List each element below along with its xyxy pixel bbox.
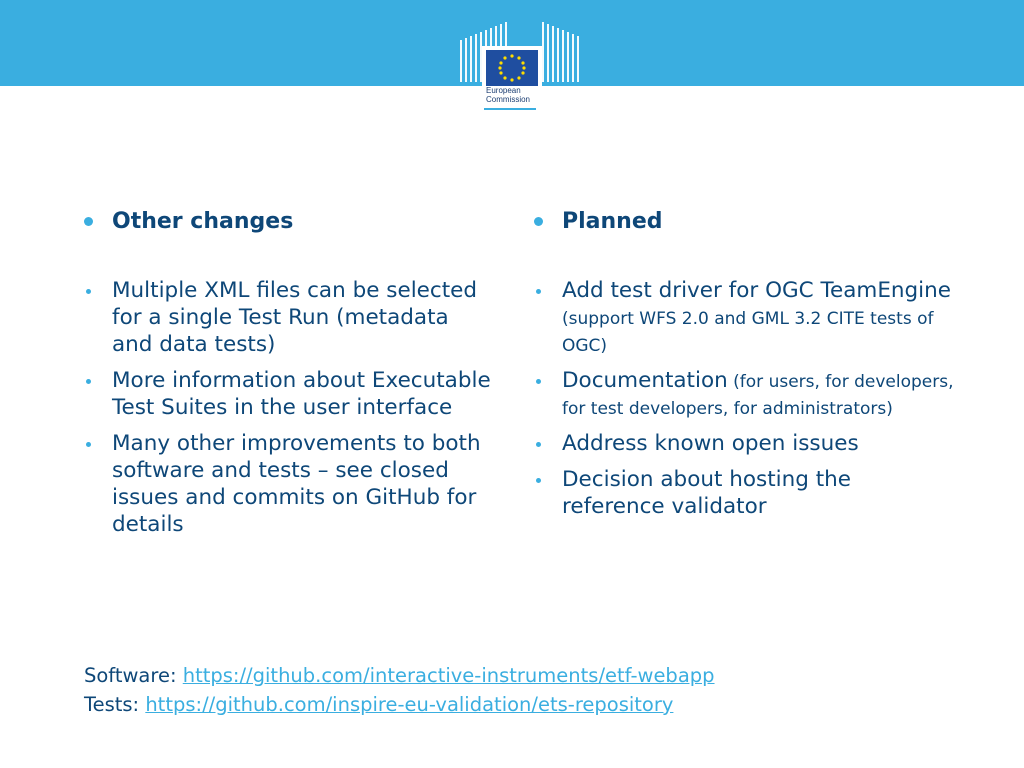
list-item-text: More information about Executable Test Suites in the user interface — [112, 368, 491, 420]
left-heading — [84, 205, 494, 237]
logo-line-2: Commission — [486, 95, 531, 104]
list-item — [84, 430, 494, 538]
right-column — [534, 205, 954, 529]
bullet-icon — [536, 442, 541, 447]
list-item-text: Add test driver for OGC TeamEngine — [562, 278, 952, 303]
list-item — [534, 277, 954, 358]
list-item-text: Many other improvements to both software and tests – see closed issues and commits on GitHub for details — [112, 431, 481, 537]
right-heading-text: Planned — [562, 208, 663, 234]
bullet-icon — [86, 379, 91, 384]
footer-links — [84, 661, 715, 719]
software-label: Software: — [84, 664, 183, 687]
logo-line-1: European — [486, 86, 521, 95]
software-link[interactable]: https://github.com/interactive-instruments/etf-webapp — [182, 664, 715, 687]
list-item-text: Multiple XML files can be selected for a single Test Run (metadata and data tests) — [112, 278, 478, 357]
right-heading — [534, 205, 954, 237]
list-item — [534, 367, 954, 421]
bullet-icon — [86, 442, 91, 447]
bullet-icon — [86, 289, 91, 294]
list-item-note: (support WFS 2.0 and GML 3.2 CITE tests of OGC) — [562, 309, 934, 356]
right-list — [534, 277, 954, 520]
software-line — [84, 661, 715, 690]
bullet-icon — [536, 289, 541, 294]
list-item — [84, 277, 494, 358]
bullet-icon — [536, 379, 541, 384]
list-item-note: (for users, for developers, for test developers, for administrators) — [562, 372, 954, 419]
logo-caption — [486, 86, 530, 104]
bullet-icon — [84, 217, 93, 226]
left-heading-text: Other changes — [112, 208, 294, 234]
tests-link[interactable]: https://github.com/inspire-eu-validation/ets-repository — [145, 693, 674, 716]
left-column — [84, 205, 494, 547]
list-item — [534, 466, 954, 520]
list-item — [84, 367, 494, 421]
list-item-text: Documentation — [562, 368, 728, 393]
list-item-text: Decision about hosting the reference validator — [562, 467, 852, 519]
bullet-icon — [534, 217, 543, 226]
list-item — [534, 430, 954, 457]
bullet-icon — [536, 478, 541, 483]
list-item-text: Address known open issues — [562, 431, 859, 456]
left-list — [84, 277, 494, 538]
tests-line — [84, 690, 715, 719]
tests-label: Tests: — [84, 693, 146, 716]
